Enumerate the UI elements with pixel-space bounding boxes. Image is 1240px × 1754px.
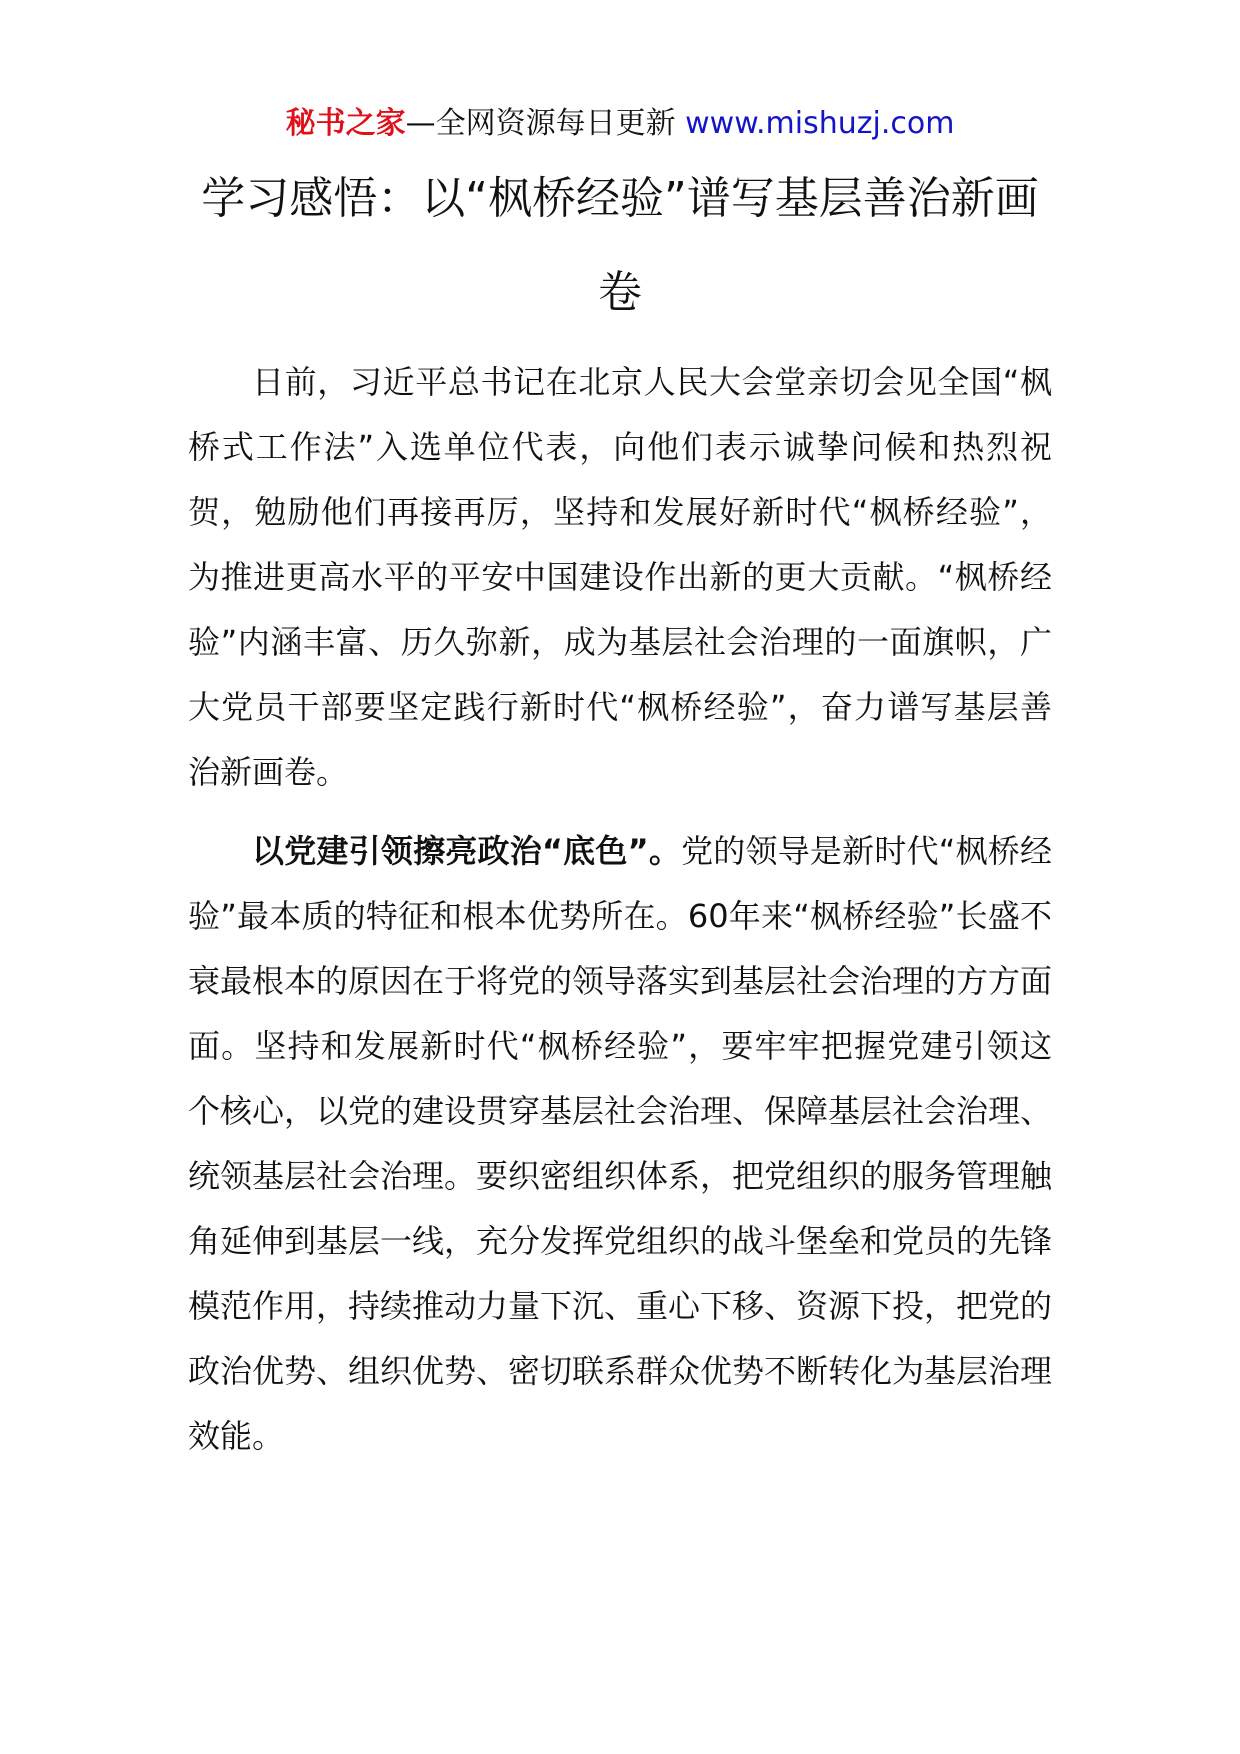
paragraph-lead-heading: 以党建引领擦亮政治“底色”。 [252,832,682,870]
paragraph-intro [188,350,1052,805]
document-body [188,350,1052,1483]
document-title: 学习感悟：以“枫桥经验”谱写基层善治新画卷 [201,173,1039,318]
site-header [0,100,1240,148]
site-url-link[interactable]: www.mishuzj.com [685,106,955,141]
paragraph-party-building [188,819,1052,1469]
paragraph-text: 党的领导是新时代“枫桥经验”最本质的特征和根本优势所在。60年来“枫桥经验”长盛不衰最根本的原因在于将党的领导落实到基层社会治理的方方面面。坚持和发展新时代“枫桥经验”，要牢牢把握党建引领这个核心，以党的建设贯穿基层社会治理、保障基层社会治理、统领基层社会治理。要织密组织体系，把党组织的服务管理触角延伸到基层一线，充分发挥党组织的战斗堡垒和党员的先锋模范作用，持续推动力量下沉、重心下移、资源下投，把党的政治优势、组织优势、密切联系群众优势不断转化为基层治理效能。 [188,832,1053,1455]
paragraph-text: 日前，习近平总书记在北京人民大会堂亲切会见全国“枫桥式工作法”入选单位代表，向他们表示诚挚问候和热烈祝贺，勉励他们再接再厉，坚持和发展好新时代“枫桥经验”，为推进更高水平的平安中国建设作出新的更大贡献。“枫桥经验”内涵丰富、历久弥新，成为基层社会治理的一面旗帜，广大党员干部要坚定践行新时代“枫桥经验”，奋力谱写基层善治新画卷。 [188,363,1052,791]
site-tagline: —全网资源每日更新 [405,106,686,141]
site-name: 秘书之家 [285,106,406,141]
